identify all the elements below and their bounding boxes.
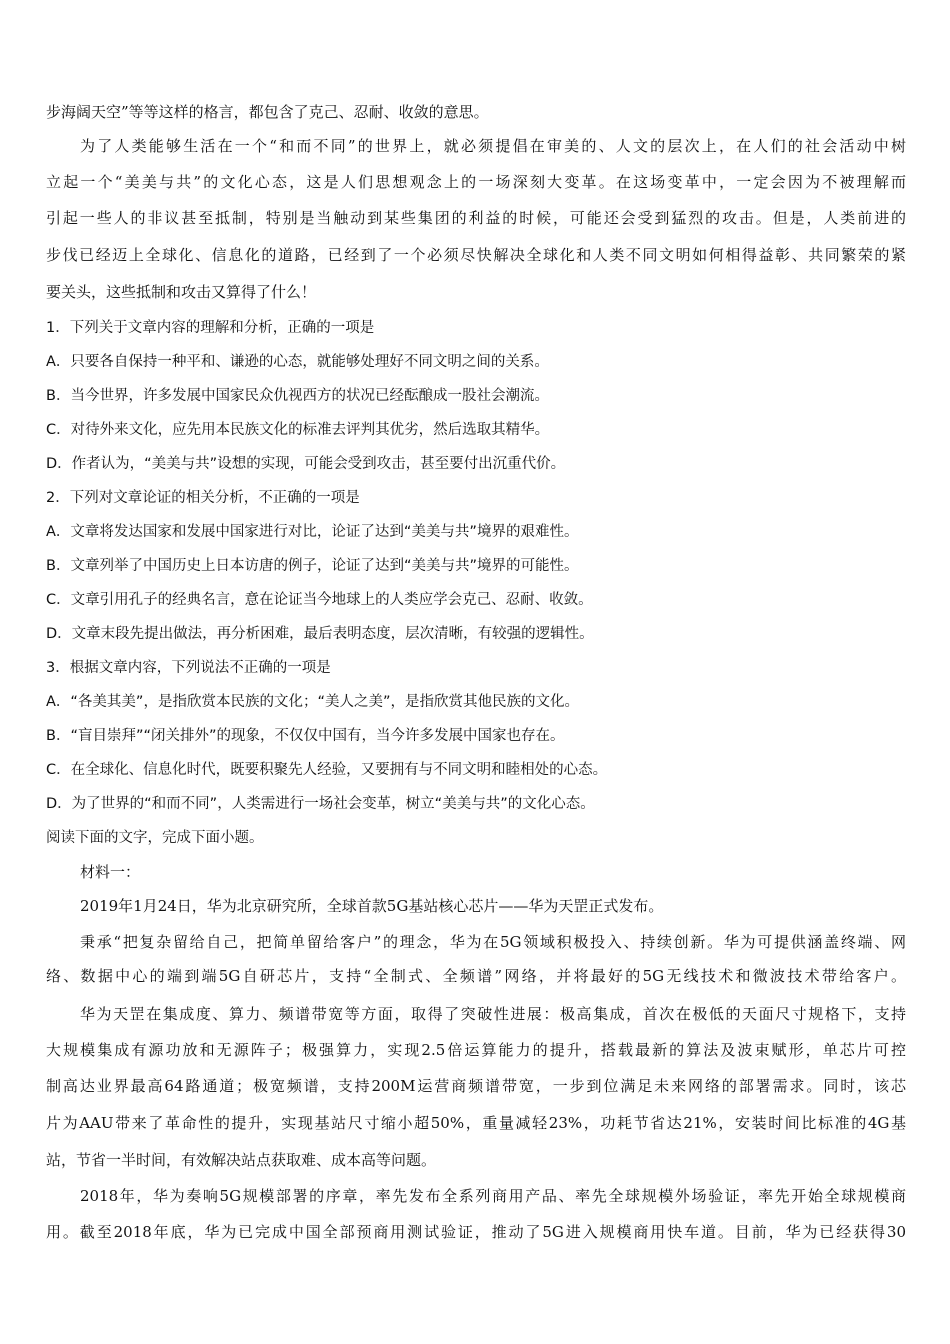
paragraph-line: 2018年，华为奏响5G规模部署的序章，率先发布全系列商用产品、率先全球规模外场验证，率先开始全球规模商 [80,1187,906,1205]
reading-instruction: 阅读下面的文字，完成下面小题。 [46,830,264,846]
paragraph-line: 立起一个“美美与共”的文化心态，这是人们思想观念上的一场深刻大变革。在这场变革中，一定会因为不被理解而 [46,173,906,191]
question-2-option-b: B．文章列举了中国历史上日本访唐的例子，论证了达到“美美与共”境界的可能性。 [46,558,579,574]
material-heading: 材料一： [80,863,141,881]
question-1-option-d: D．作者认为，“美美与共”设想的实现，可能会受到攻击，甚至要付出沉重代价。 [46,456,566,472]
paragraph-line: 为了人类能够生活在一个“和而不同”的世界上，就必须提倡在审美的、人文的层次上，在人们的社会活动中树 [80,137,906,155]
question-1-option-a: A．只要各自保持一种平和、谦逊的心态，就能够处理好不同文明之间的关系。 [46,354,549,370]
question-1-stem: 1．下列关于文章内容的理解和分析，正确的一项是 [46,320,375,336]
paragraph-line: 站，节省一半时间，有效解决站点获取难、成本高等问题。 [46,1151,437,1169]
paragraph-line: 2019年1月24日，华为北京研究所，全球首款5G基站核心芯片——华为天罡正式发布。 [80,897,664,915]
question-2-option-a: A．文章将发达国家和发展中国家进行对比，论证了达到“美美与共”境界的艰难性。 [46,524,579,540]
question-3-option-a: A．“各美其美”，是指欣赏本民族的文化；“美人之美”，是指欣赏其他民族的文化。 [46,694,579,710]
question-3-option-d: D．为了世界的“和而不同”，人类需进行一场社会变革，树立“美美与共”的文化心态。 [46,796,595,812]
question-1-option-b: B．当今世界，许多发展中国家民众仇视西方的状况已经酝酿成一股社会潮流。 [46,388,549,404]
paragraph-line: 大规模集成有源功放和无源阵子；极强算力，实现2.5倍运算能力的提升，搭载最新的算法及波束赋形，单芯片可控 [46,1041,906,1059]
paragraph-line: 制高达业界最高64路通道；极宽频谱，支持200M运营商频谱带宽，一步到位满足未来网络的部署需求。同时，该芯 [46,1077,906,1095]
question-2-option-c: C．文章引用孔子的经典名言，意在论证当今地球上的人类应学会克己、忍耐、收敛。 [46,592,593,608]
question-3-option-b: B．“盲目崇拜”“闭关排外”的现象，不仅仅中国有，当今许多发展中国家也存在。 [46,728,565,744]
paragraph-line: 片为AAU带来了革命性的提升，实现基站尺寸缩小超50%，重量减轻23%，功耗节省达21%，安装时间比标准的4G基 [46,1114,906,1132]
paragraph-line: 秉承“把复杂留给自己，把简单留给客户”的理念，华为在5G领域积极投入、持续创新。华为可提供涵盖终端、网 [80,933,906,951]
paragraph-line: 步海阔天空”等等这样的格言，都包含了克己、忍耐、收敛的意思。 [46,103,489,121]
question-2-option-d: D．文章末段先提出做法，再分析困难，最后表明态度，层次清晰，有较强的逻辑性。 [46,626,594,642]
paragraph-line: 步伐已经迈上全球化、信息化的道路，已经到了一个必须尽快解决全球化和人类不同文明如何相得益彰、共同繁荣的紧 [46,246,906,264]
paragraph-line: 引起一些人的非议甚至抵制，特别是当触动到某些集团的利益的时候，可能还会受到猛烈的攻击。但是，人类前进的 [46,209,906,227]
question-3-stem: 3．根据文章内容，下列说法不正确的一项是 [46,660,331,676]
paragraph-line: 络、数据中心的端到端5G自研芯片，支持“全制式、全频谱”网络，并将最好的5G无线技术和微波技术带给客户。 [46,967,906,985]
question-2-stem: 2．下列对文章论证的相关分析，不正确的一项是 [46,490,360,506]
paragraph-line: 华为天罡在集成度、算力、频谱带宽等方面，取得了突破性进展：极高集成，首次在极低的天面尺寸规格下，支持 [80,1005,906,1023]
question-1-option-c: C．对待外来文化，应先用本民族文化的标准去评判其优劣，然后选取其精华。 [46,422,550,438]
paragraph-line: 要关头，这些抵制和攻击又算得了什么！ [46,283,317,301]
question-3-option-c: C．在全球化、信息化时代，既要积聚先人经验，又要拥有与不同文明和睦相处的心态。 [46,762,608,778]
paragraph-line: 用。截至2018年底，华为已完成中国全部预商用测试验证，推动了5G进入规模商用快车道。目前，华为已经获得30 [46,1223,906,1241]
